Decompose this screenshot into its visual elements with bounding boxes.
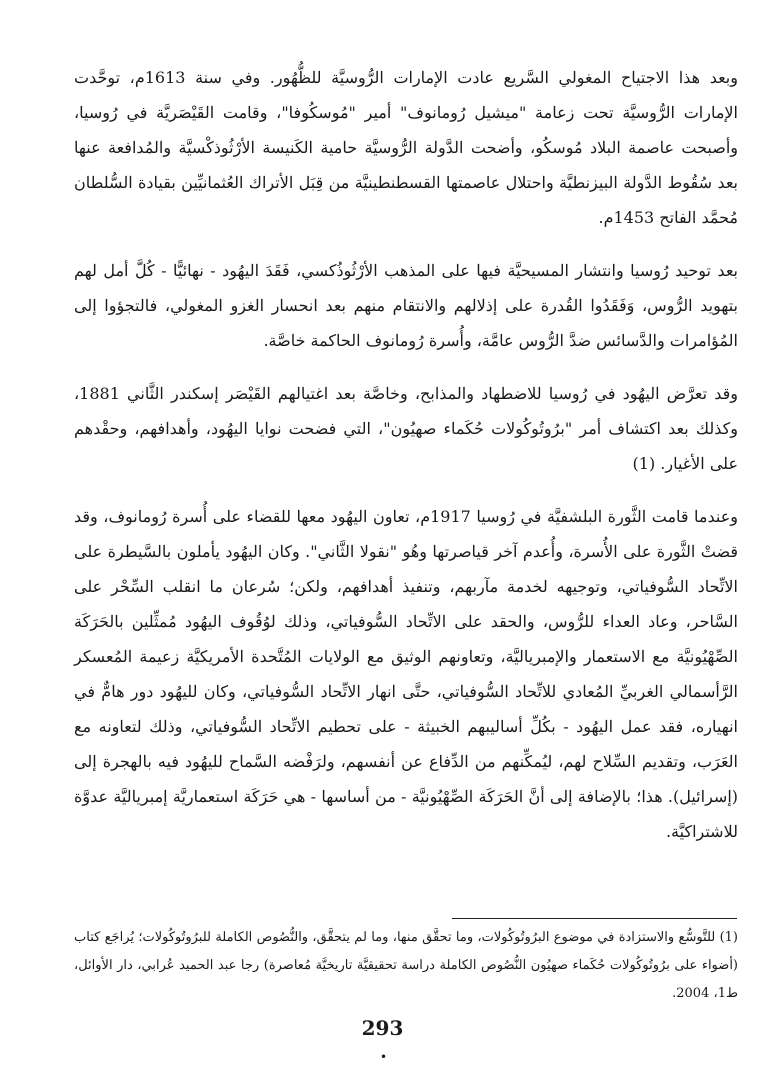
paragraph-4: وعندما قامت الثَّورة البلشفيَّة في رُوسيا 1917م، تعاون اليهُود معها للقضاء على أُسرة رُومانوف، وقد قضتْ الثَّورة على الأُسرة، وأُعدم آخر قياصرتها وهُو "نقولا الثَّاني". وكان اليهُود يأملون بالسَّيطرة على الاتِّحاد السُّوفياتي، وتوجيهه لخدمة مآربهم، وتنفيذ أهدافهم، ولكن؛ سُرعان ما انقلب السِّحْر على السَّاحر، وعاد العداء للرُّوس، والحقد على الاتِّحاد السُّوفياتي، وذلك لوُقُوف اليهُود مُمثِّلين بالحَرَكَة الصِّهْيُونيَّة مع الاستعمار والإمبرياليَّة، وتعاونهم الوثيق مع الولايات المُتَّحدة الأمريكيَّة زعيمة المُعسكر الرَّأسمالي الغربيِّ المُعادي للاتِّحاد السُّوفياتي، حتَّى انهار الاتِّحاد السُّوفياتي، وكان لليهُود دور هامٌّ في انهياره، فقد عمل اليهُود - بكُلِّ أساليبهم الخبيثة - على تحطيم الاتِّحاد السُّوفياتي، وذلك لتعاونه مع العَرَب، وتقديم السِّلاح لهم، ليُمكِّنهم من الدِّفاع عن أنفسهم، ولرَفْضه السَّماح لليهُود فيه بالهجرة إلى (إسرائيل). هذا؛ بالإضافة إلى أنَّ الحَرَكَة الصِّهْيُونيَّة - من أساسها - هي حَرَكَة استعماريَّة إمبرياليَّة عدوَّة للاشتراكيَّة. xyxy=(74,507,739,841)
bottom-dot-mark: • xyxy=(380,1050,388,1064)
main-text xyxy=(74,60,738,867)
paragraph-3: وقد تعرَّض اليهُود في رُوسيا للاضطهاد والمذابح، وخاصَّة بعد اغتيالهم القَيْصَر إسكندر الثَّاني 1881، وكذلك بعد اكتشاف أمر "برُوتُوكُولات حُكَماء صهيُون"، التي فضحت نوايا اليهُود، وأهدافهم، وحقْدهم على الأغيار. (1) xyxy=(74,384,738,473)
paragraph-2: بعد توحيد رُوسيا وانتشار المسيحيَّة فيها على المذهب الأرْثُوذُكسي، فَقَدَ اليهُود - نهائيًّا - كُلَّ أمل لهم بتهويد الرُّوس، وَفَقَدُوا القُدرة على إذلالهم والانتقام منهم بعد انحسار الغزو المغولي، فالتجؤوا إلى المُؤامرات والدَّسائس ضدَّ الرُّوس عامَّة، وأُسرة رُومانوف الحاكمة خاصَّة. xyxy=(74,261,738,350)
footnote-1: (1) للتَّوسُّع والاستزادة في موضوع البرُوتُوكُولات، وما تحقَّق منها، وما لم يتحقَّق، والنُّصُوص الكاملة للبرُوتُوكُولات؛ يُراجَع كتاب (أضواء على برُوتُوكُولات حُكَماء صهيُون النُّصُوص الكاملة دراسة تحقيقيَّة تاريخيَّة مُعاصرة) رجا عبد الحميد عُرابي، دار الأوائل، ط1، 2004. xyxy=(74,930,738,1001)
page-number: 293 xyxy=(361,1016,404,1040)
footnote-divider xyxy=(452,918,737,919)
paragraph-1: وبعد هذا الاجتياح المغولي السَّريع عادت الإمارات الرُّوسيَّة للظُّهُور. وفي سنة 1613م، توحَّدت الإمارات الرُّوسيَّة تحت زعامة "ميشيل رُومانوف" أمير "مُوسكُوفا"، وقامت القَيْصَريَّة في رُوسيا، وأصبحت عاصمة البلاد مُوسكُو، وأضحت الدَّولة الرُّوسيَّة حامية الكَنيسة الأرْثُوذكْسيَّة والمُدافعة عنها بعد سُقُوط الدَّولة البيزنطيَّة واحتلال عاصمتها القسطنطينيَّة من قِبَل الأتراك العُثمانيِّين بقيادة السُّلطان مُحمَّد الفاتح 1453م. xyxy=(74,68,738,227)
